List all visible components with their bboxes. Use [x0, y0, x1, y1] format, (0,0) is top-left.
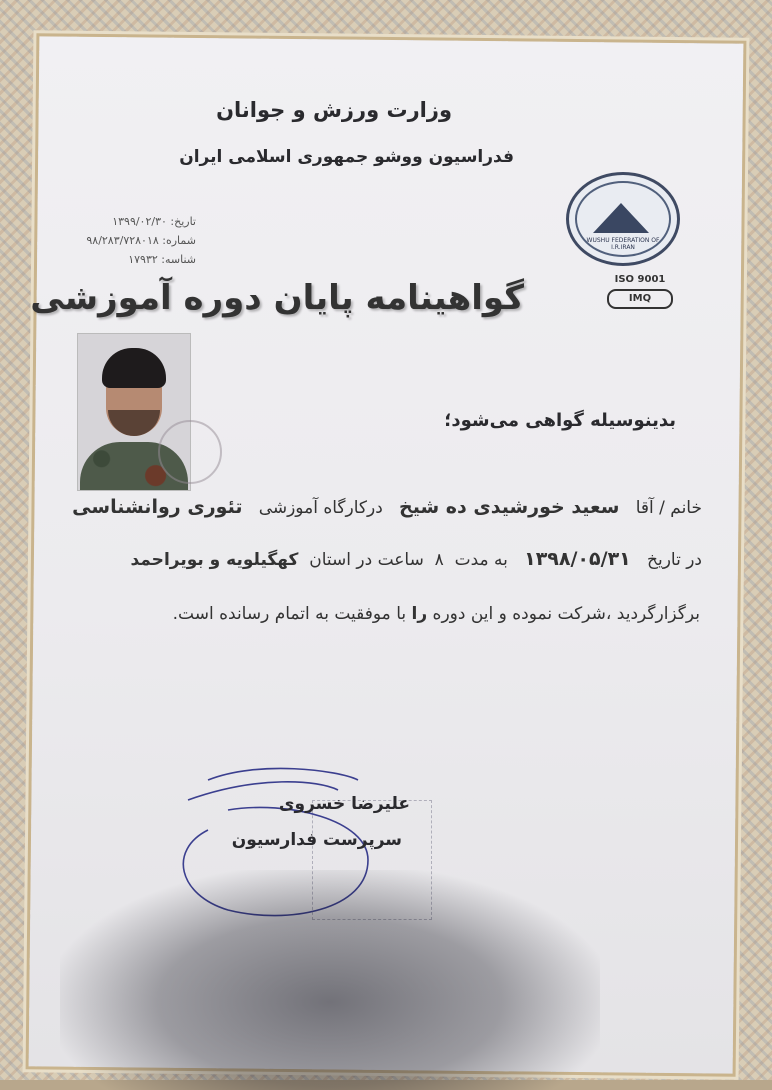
- duration-suffix: ساعت در استان: [309, 550, 424, 570]
- mountain-icon: [593, 203, 649, 233]
- signatory-title: سرپرست فدارسیون: [231, 830, 402, 850]
- iso-mark: [600, 274, 680, 309]
- federation-logo: [566, 172, 680, 266]
- certify-line: بدینوسیله گواهی می‌شود؛: [444, 410, 676, 431]
- workshop-label: درکارگاه آموزشی: [258, 498, 383, 518]
- photo-shadow-overlay: [60, 870, 600, 1090]
- recipient-name: سعید خورشیدی ده شیخ: [399, 496, 620, 518]
- meta-id: شناسه: ۱۷۹۳۲: [128, 253, 196, 266]
- certificate-title: گواهینامه پایان دوره آموزشی: [30, 278, 524, 318]
- logo-text: WUSHU FEDERATION OF I.R.IRAN: [586, 237, 660, 251]
- federation-heading: فدراسیون ووشو جمهوری اسلامی ایران: [179, 147, 514, 167]
- recipient-line: [72, 496, 702, 518]
- photo-beard: [108, 410, 160, 436]
- completion-part3: با موفقیت به اتمام رسانده است.: [172, 604, 407, 624]
- meta-date: تاریخ: ۱۳۹۹/۰۲/۳۰: [112, 215, 196, 228]
- province: کهگیلویه و بویراحمد: [130, 550, 299, 570]
- date-line: [130, 548, 702, 570]
- completion-part1: برگزارگردید ،شرکت نموده و این دوره: [432, 604, 700, 624]
- date-prefix: در تاریخ: [646, 550, 702, 570]
- duration-prefix: به مدت: [454, 550, 508, 570]
- signatory-name: علیرضا خسروی: [278, 794, 410, 814]
- course-date: ۱۳۹۸/۰۵/۳۱: [524, 548, 631, 570]
- workshop-name: تئوری روانشناسی: [72, 496, 243, 518]
- meta-number: شماره: ۹۸/۲۸۳/۷۲۸۰۱۸: [86, 234, 196, 247]
- completion-part2: را: [411, 604, 428, 624]
- photo-hair: [102, 348, 166, 388]
- prefix: خانم / آقا: [635, 498, 702, 518]
- course-hours: ۸: [434, 550, 444, 570]
- document-meta: [56, 212, 196, 269]
- iso-badge: IMQ: [607, 289, 673, 309]
- completion-line: [173, 604, 700, 624]
- photo-seal: [158, 420, 222, 484]
- iso-label: ISO 9001: [614, 274, 666, 285]
- ministry-heading: وزارت ورزش و جوانان: [216, 98, 452, 122]
